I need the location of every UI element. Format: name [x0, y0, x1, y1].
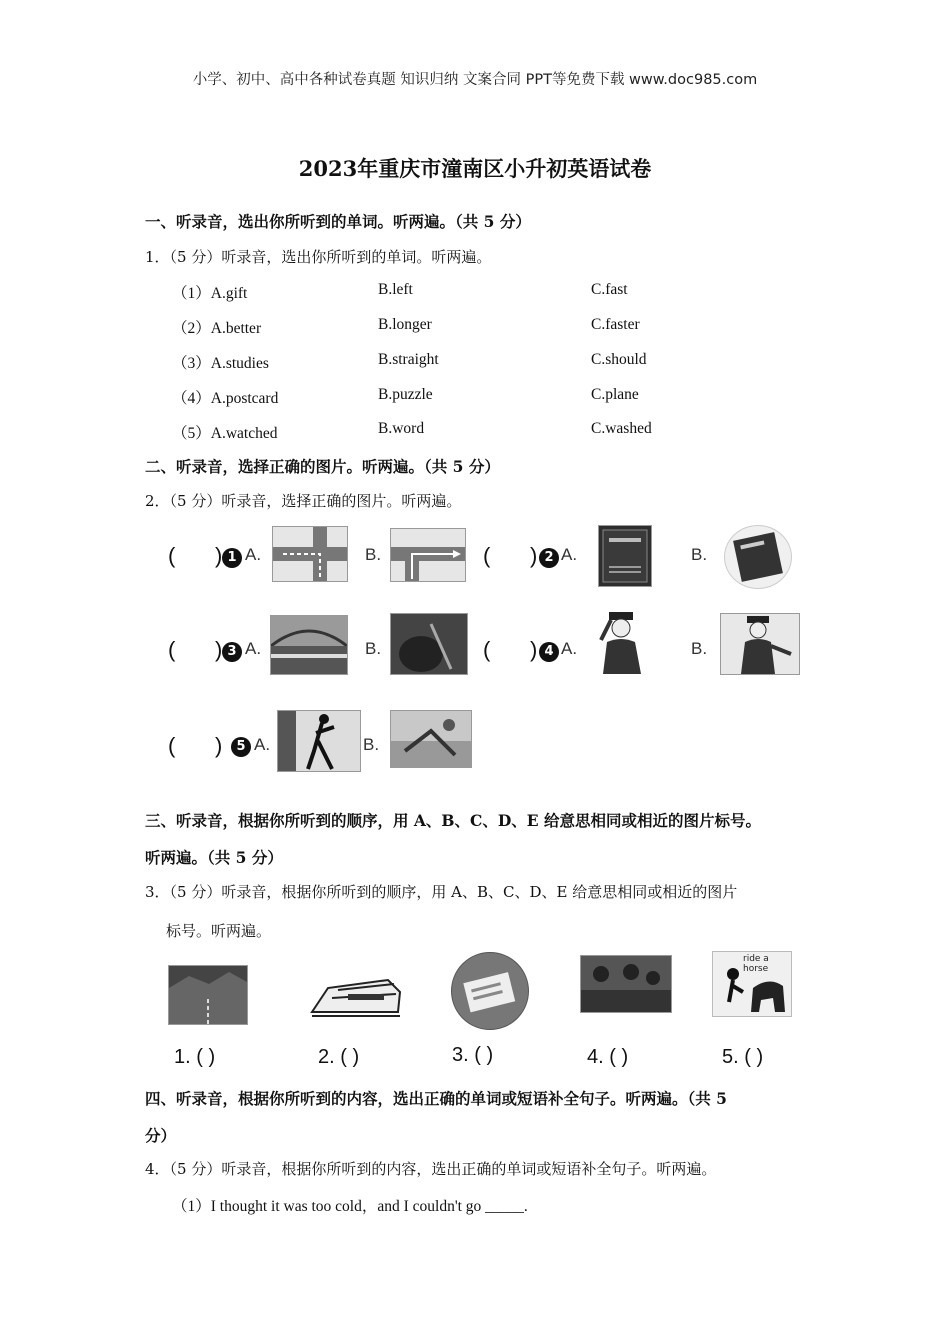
q1-row-1-c: C.fast — [591, 281, 628, 298]
q1-row-1-b: B.left — [378, 281, 413, 298]
option-b-label: B. — [365, 545, 382, 564]
q1-row-5-c: C.washed — [591, 420, 652, 437]
answer-paren-close: ) — [215, 543, 223, 568]
q1-row-5-a: （5）A.watched — [172, 425, 278, 442]
section-4-heading-cont: 分） — [145, 1126, 177, 1145]
road-map-picture-b — [390, 528, 466, 582]
q1-row-2-c: C.faster — [591, 316, 640, 333]
question-3-cont: 标号。听两遍。 — [166, 922, 272, 940]
blank-2[interactable]: 2. ( ) — [318, 1046, 360, 1068]
answer-paren-open: ( — [483, 637, 491, 662]
q1-row-2-b: B.longer — [378, 316, 432, 333]
action-picture-b — [390, 710, 472, 768]
question-1: 1．（5 分）听录音，选出你所听到的单词。听两遍。 — [145, 248, 492, 266]
section-3-heading: 三、听录音，根据你所听到的顺序，用 A、B、C、D、E 给意思相同或相近的图片标号。 — [145, 811, 762, 830]
answer-paren-open: ( — [168, 543, 176, 568]
road-map-picture-a — [272, 526, 348, 582]
police-officer-picture — [595, 610, 649, 674]
tickets-picture — [451, 952, 529, 1030]
q1-row-5-b: B.word — [378, 420, 425, 437]
option-b-label: B. — [691, 639, 708, 658]
option-a-label: A. — [254, 735, 271, 754]
answer-paren-close: ) — [530, 637, 538, 662]
option-b-label: B. — [691, 545, 708, 564]
answer-paren-close: ) — [215, 637, 223, 662]
item-number-1: 1 — [222, 548, 242, 568]
option-a-label: A. — [561, 639, 578, 658]
option-a-label: A. — [245, 639, 262, 658]
blank-4[interactable]: 4. ( ) — [587, 1046, 629, 1068]
group-picture — [580, 955, 672, 1013]
item-number-5: 5 — [231, 737, 251, 757]
question-3: 3．（5 分）听录音，根据你所听到的顺序，用 A、B、C、D、E 给意思相同或相近的图片 — [145, 883, 738, 901]
answer-paren-open: ( — [168, 637, 176, 662]
option-a-label: A. — [561, 545, 578, 564]
q1-row-3-c: C.should — [591, 351, 647, 368]
road-scene-picture — [168, 965, 248, 1025]
scene-picture-b — [390, 613, 468, 675]
q4-item-1: （1）I thought it was too cold，and I couldn't go _____. — [172, 1198, 528, 1215]
q1-row-4-c: C.plane — [591, 386, 639, 403]
blank-5[interactable]: 5. ( ) — [722, 1046, 764, 1068]
page-title: 2023年重庆市潼南区小升初英语试卷 — [298, 156, 652, 181]
ride-horse-picture — [712, 951, 792, 1017]
blank-3[interactable]: 3. ( ) — [452, 1044, 494, 1066]
pilot-picture — [720, 613, 800, 675]
q1-row-2-a: （2）A.better — [172, 320, 262, 337]
item-number-4: 4 — [539, 642, 559, 662]
blank-1[interactable]: 1. ( ) — [174, 1046, 216, 1068]
answer-paren-close: ) — [215, 733, 223, 758]
book-picture-b — [724, 525, 792, 589]
question-2: 2．（5 分）听录音，选择正确的图片。听两遍。 — [145, 492, 462, 510]
action-picture-a — [277, 710, 361, 772]
section-1-heading: 一、听录音，选出你所听到的单词。听两遍。（共 5 分） — [145, 212, 531, 231]
option-b-label: B. — [363, 735, 380, 754]
section-2-heading: 二、听录音，选择正确的图片。听两遍。（共 5 分） — [145, 457, 500, 476]
scene-picture-a — [270, 615, 348, 675]
item-number-3: 3 — [222, 642, 242, 662]
q1-row-1-a: （1）A.gift — [172, 285, 248, 302]
page-header: 小学、初中、高中各种试卷真题 知识归纳 文案合同 PPT等免费下载 www.doc985.com — [192, 72, 758, 88]
answer-paren-open: ( — [483, 543, 491, 568]
q1-row-4-b: B.puzzle — [378, 386, 433, 403]
answer-paren-close: ) — [530, 543, 538, 568]
ride-horse-caption: ride a horse — [743, 954, 769, 974]
q1-row-3-b: B.straight — [378, 351, 439, 368]
section-3-heading-cont: 听两遍。（共 5 分） — [145, 848, 283, 867]
train-picture — [308, 968, 404, 1022]
option-a-label: A. — [245, 545, 262, 564]
answer-paren-open: ( — [168, 733, 176, 758]
q1-row-3-a: （3）A.studies — [172, 355, 269, 372]
section-4-heading: 四、听录音，根据你所听到的内容，选出正确的单词或短语补全句子。听两遍。（共 5 — [145, 1089, 727, 1108]
book-picture-a — [598, 525, 652, 587]
q1-row-4-a: （4）A.postcard — [172, 390, 279, 407]
option-b-label: B. — [365, 639, 382, 658]
question-4: 4．（5 分）听录音，根据你所听到的内容，选出正确的单词或短语补全句子。听两遍。 — [145, 1160, 717, 1178]
item-number-2: 2 — [539, 548, 559, 568]
